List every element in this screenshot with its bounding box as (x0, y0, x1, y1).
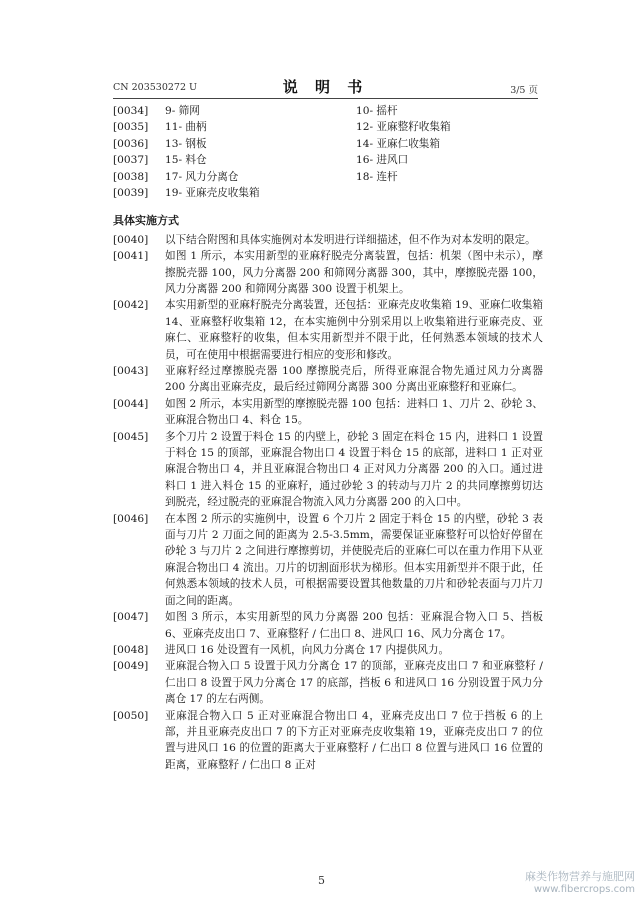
list-item (113, 152, 543, 168)
paragraph-tag: [0044] (113, 397, 149, 410)
document-number: CN 203530272 U (113, 82, 198, 93)
document-title: 说 明 书 (282, 78, 369, 96)
watermark-url: www.fibercrops.com (533, 884, 635, 895)
paragraph-tag: [0045] (113, 430, 149, 443)
paragraph-text: 如图 3 所示，本实用新型的风力分离器 200 包括：亚麻混合物入口 5、挡板 6、亚麻壳皮出口 7、亚麻整籽 / 仁出口 8、进风口 16、风力分离仓 17。 (165, 611, 543, 640)
paragraph-tag: [0042] (113, 299, 149, 312)
paragraph-text: 多个刀片 2 设置于料仓 15 的内壁上，砂轮 3 固定在料仓 15 内，进料口 1 设置于料仓 15 的顶部，亚麻混合物出口 4 设置于料仓 15 的底部，进料口 1 正对亚麻混合物出口 4，并且亚麻混合物出口 4 正对风力分离器 200 的入口。通过进料口 1 进入料仓 15 的亚麻籽，通过砂轮 3 的转动与刀片 2 的共同摩擦剪切达到脱壳，经过脱壳的亚麻混合物流入风力分离器 200 的入口中。 (165, 430, 543, 509)
paragraph-text: 亚麻籽经过摩擦脱壳器 100 摩擦脱壳后，所得亚麻混合物先通过风力分离器 200 分离出亚麻壳皮，最后经过筛网分离器 300 分离出亚麻整籽和亚麻仁。 (165, 365, 543, 394)
paragraph-text: 以下结合附图和具体实施例对本发明进行详细描述，但不作为对本发明的限定。 (165, 233, 536, 246)
watermark (525, 870, 635, 896)
paragraph-tag: [0037] (113, 154, 149, 167)
section-heading: 具体实施方式 (113, 214, 179, 228)
paragraph-tag: [0046] (113, 512, 149, 525)
list-item (113, 119, 543, 135)
paragraph-tag: [0034] (113, 105, 149, 117)
paragraph-text: 进风口 16 处设置有一风机，向风力分离仓 17 内提供风力。 (165, 643, 450, 656)
paragraph-tag: [0043] (113, 365, 149, 377)
paragraph-tag: [0048] (113, 643, 149, 656)
watermark-site-name: 麻类作物营养与施肥网 (525, 870, 635, 883)
part-label: 14- 亚麻仁收集箱 (356, 137, 440, 150)
paragraph (113, 642, 543, 658)
list-item (113, 136, 543, 152)
part-label: 9- 筛网 (165, 105, 200, 117)
paragraph (113, 363, 543, 396)
paragraph-tag: [0040] (113, 233, 149, 246)
paragraph-text: 本实用新型的亚麻籽脱壳分离装置，还包括：亚麻壳皮收集箱 19、亚麻仁收集箱 14、亚麻整籽收集箱 12，在本实施例中分别采用以上收集箱进行亚麻壳皮、亚麻仁、亚麻整籽的收集，但本实用新型并不限于此，任何熟悉本领域的技术人员，可在使用中根据需要进行相应的变形和修改。 (165, 299, 543, 361)
paragraph (113, 232, 543, 248)
paragraph (113, 511, 543, 609)
paragraph-text: 亚麻混合物入口 5 正对亚麻混合物出口 4，亚麻壳皮出口 7 位于挡板 6 的上部，并且亚麻壳皮出口 7 的下方正对亚麻壳皮收集箱 19，亚麻壳皮出口 7 的位置与进风口 16 的位置的距离大于亚麻整籽 / 仁出口 8 位置与进风口 16 位置的距离，亚麻整籽 / 仁出口 8 正对 (165, 709, 543, 771)
paragraph (113, 429, 543, 511)
paragraph-text: 如图 2 所示，本实用新型的摩擦脱壳器 100 包括：进料口 1、刀片 2、砂轮 3、亚麻混合物出口 4、料仓 15。 (165, 397, 543, 427)
list-item (113, 185, 543, 201)
paragraph-text: 如图 1 所示，本实用新型的亚麻籽脱壳分离装置，包括：机架（图中未示），摩擦脱壳器 100，风力分离器 200 和筛网分离器 300，其中，摩擦脱壳器 100，风力分离器 200 和筛网分离器 300 设置于机架上。 (165, 250, 543, 295)
part-label: 16- 进风口 (356, 154, 409, 167)
paragraph (113, 658, 543, 707)
part-label: 10- 摇杆 (356, 105, 398, 117)
list-item (113, 103, 543, 119)
document-body (113, 103, 543, 773)
parts-list (113, 103, 543, 201)
paragraph-tag: [0047] (113, 611, 149, 624)
part-label: 18- 连杆 (356, 170, 398, 183)
part-label: 17- 风力分离仓 (165, 170, 239, 183)
paragraph (113, 248, 543, 297)
paragraph (113, 708, 543, 774)
paragraph-text: 在本图 2 所示的实施例中，设置 6 个刀片 2 固定于料仓 15 的内壁，砂轮 3 表面与刀片 2 刀面之间的距离为 2.5-3.5mm，需要保证亚麻整籽可以恰好停留在砂轮 3 与刀片 2 之间进行摩擦剪切，并使脱壳后的亚麻仁可以在重力作用下从亚麻混合物出口 4 流出。刀片的切割面形状为梯形。但本实用新型并不限于此，任何熟悉本领域的技术人员，可根据需要设置其他数量的刀片和砂轮表面与刀片刀面之间的距离。 (165, 512, 543, 607)
page-info: 3/5 页 (510, 85, 538, 96)
paragraph-tag: [0049] (113, 660, 149, 673)
paragraph (113, 396, 543, 429)
part-label: 12- 亚麻整籽收集箱 (356, 121, 451, 134)
paragraph-tag: [0041] (113, 250, 149, 263)
paragraph-text: 亚麻混合物入口 5 设置于风力分离仓 17 的顶部，亚麻壳皮出口 7 和亚麻整籽 / 仁出口 8 设置于风力分离仓 17 的底部，挡板 6 和进风口 16 分别设置于风力分离仓 17 的左右两侧。 (165, 660, 543, 706)
page-number: 5 (318, 874, 325, 887)
paragraph-tag: [0035] (113, 121, 149, 134)
paragraph (113, 297, 543, 363)
part-label: 19- 亚麻壳皮收集箱 (165, 186, 260, 199)
paragraph (113, 609, 543, 642)
part-label: 11- 曲柄 (165, 121, 207, 134)
paragraph-tag: [0039] (113, 186, 149, 199)
paragraph-tag: [0038] (113, 170, 149, 183)
part-label: 13- 钢板 (165, 137, 207, 150)
paragraph-tag: [0050] (113, 709, 149, 722)
page-header (113, 80, 538, 96)
paragraph-tag: [0036] (113, 137, 149, 150)
part-label: 15- 料仓 (165, 154, 207, 167)
header-rule (113, 98, 538, 99)
list-item (113, 169, 543, 185)
